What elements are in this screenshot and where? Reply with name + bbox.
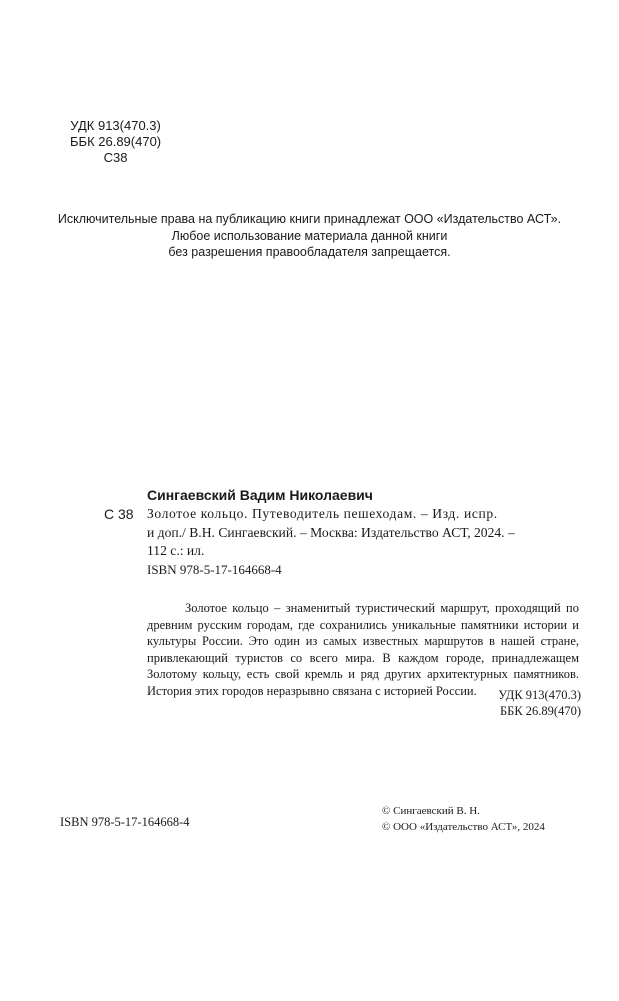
copyright-author: © Сингаевский В. Н. bbox=[382, 805, 480, 817]
isbn-entry: ISBN 978-5-17-164668-4 bbox=[147, 562, 282, 577]
copyright-publisher: © ООО «Издательство АСТ», 2024 bbox=[382, 820, 545, 833]
description-line: 112 с.: ил. bbox=[147, 543, 205, 558]
bbk-code-bottom: ББК 26.89(470) bbox=[499, 703, 581, 718]
annotation bbox=[147, 600, 579, 700]
rights-notice bbox=[0, 211, 619, 261]
annotation-text: Золотое кольцо – знаменитый туристический маршрут, проходящий по древним русским городам, где сохранились уникальные памятники истории и культуры России. Это один из самых известных маршрутов в нашей стране, привлекающий туристов со всего мира. В каждом городе, принадлежащем Золотому кольцу, есть свой кремль и ряд других архитектурных памятников. История этих городов неразрывно связана с историей России. bbox=[147, 601, 579, 698]
bibliographic-description bbox=[147, 505, 515, 561]
call-number: С 38 bbox=[104, 506, 134, 522]
classification-block bbox=[70, 118, 161, 166]
isbn-footer: ISBN 978-5-17-164668-4 bbox=[60, 815, 190, 829]
author-heading: Сингаевский Вадим Николаевич bbox=[147, 487, 373, 503]
classification-bottom bbox=[498, 688, 581, 719]
description-line: и доп./ В.Н. Сингаевский. – Москва: Издательство АСТ, 2024. – bbox=[147, 524, 515, 540]
author-mark: С38 bbox=[103, 150, 128, 165]
rights-line: Исключительные права на публикацию книги принадлежат ООО «Издательство АСТ». bbox=[57, 212, 562, 226]
copyright-block bbox=[382, 804, 545, 835]
udk-code: УДК 913(470.3) bbox=[70, 118, 161, 133]
rights-line: без разрешения правообладателя запрещается. bbox=[168, 245, 451, 259]
rights-line: Любое использование материала данной книги bbox=[171, 228, 448, 243]
udk-code-bottom: УДК 913(470.3) bbox=[498, 688, 581, 702]
bbk-code: ББК 26.89(470) bbox=[70, 134, 162, 149]
description-line: Золотое кольцо. Путеводитель пешеходам. – Изд. испр. bbox=[147, 506, 498, 521]
